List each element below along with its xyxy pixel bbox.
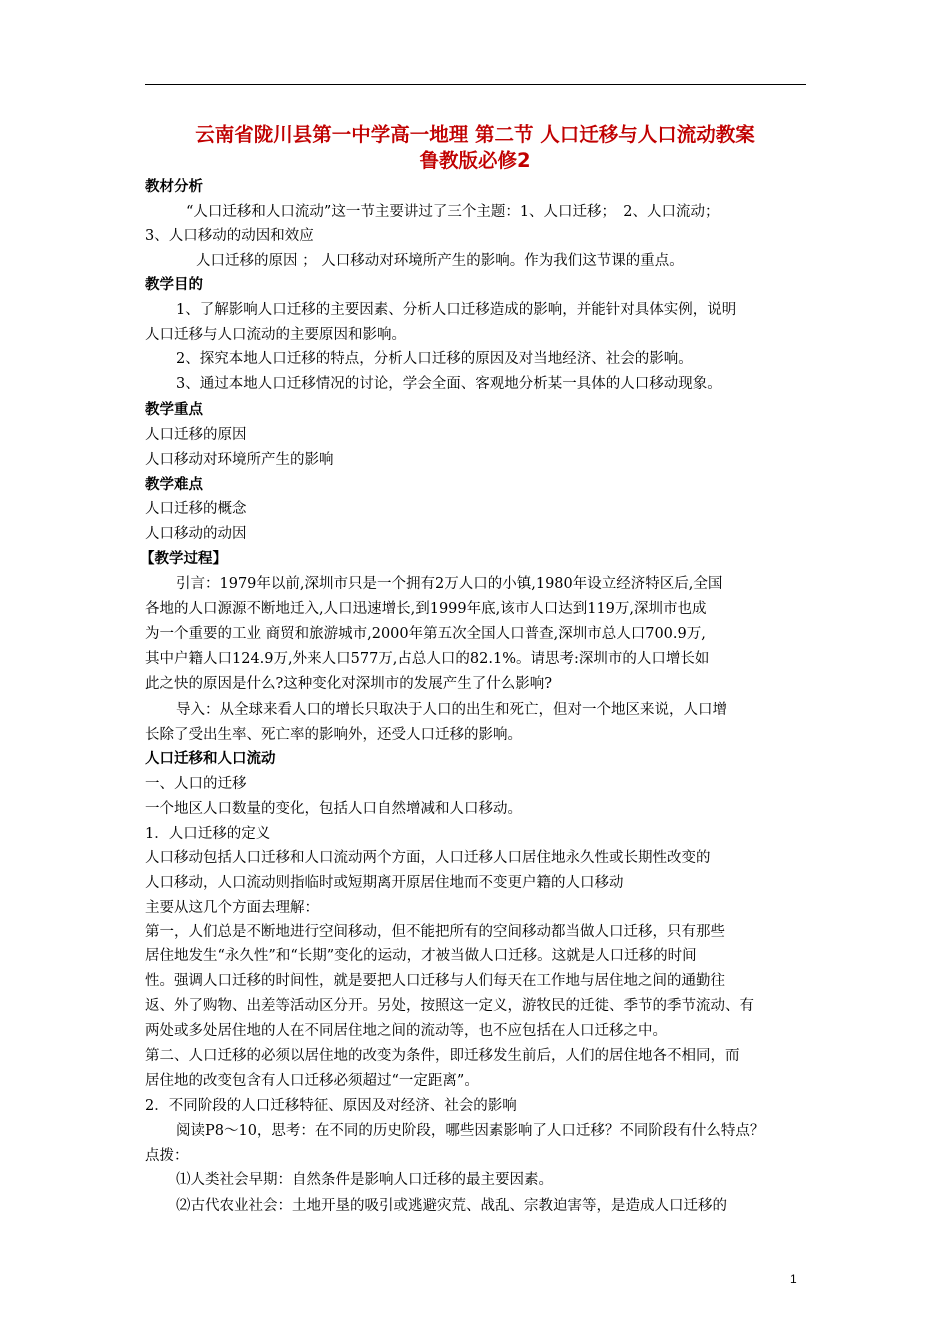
paragraph-line: 此之快的原因是什么?这种变化对深圳市的发展产生了什么影响? [145, 676, 553, 692]
paragraph-line: 人口迁移的原因 ； 人口移动对环境所产生的影响。作为我们这节课的重点。 [196, 253, 684, 269]
list-item-continued: 人口迁移与人口流动的主要原因和影响。 [145, 327, 406, 343]
document-title-line-1: 云南省陇川县第一中学高一地理 第二节 人口迁移与人口流动教案 [195, 123, 755, 146]
key-point-item: 人口移动对环境所产生的影响 [145, 452, 334, 468]
paragraph-line: ⑵古代农业社会：土地开垦的吸引或逃避灾荒、战乱、宗教迫害等，是造成人口迁移的 [176, 1198, 727, 1214]
heading-difficult-points: 教学难点 [145, 477, 203, 493]
paragraph-line: 引言：1979年以前,深圳市只是一个拥有2万人口的小镇,1980年设立经济特区后,全国 [176, 576, 723, 592]
paragraph-line: 一个地区人口数量的变化，包括人口自然增减和人口移动。 [145, 801, 522, 817]
document-title-line-2: 鲁教版必修2 [419, 149, 531, 172]
heading-teaching-process: 【教学过程】 [140, 551, 227, 567]
paragraph-line: 各地的人口源源不断地迁入,人口迅速增长,到1999年底,该市人口达到119万,深圳市也成 [145, 601, 707, 617]
subsection-heading: 1．人口迁移的定义 [145, 826, 271, 842]
heading-teaching-goals: 教学目的 [145, 277, 203, 293]
list-item: 2、探究本地人口迁移的特点，分析人口迁移的原因及对当地经济、社会的影响。 [176, 351, 693, 367]
heading-key-points: 教学重点 [145, 402, 203, 418]
paragraph-line: “人口迁移和人口流动”这一节主要讲过了三个主题：1、人口迁移； 2、人口流动； [186, 204, 720, 220]
paragraph-line: 阅读P8～10，思考：在不同的历史阶段，哪些因素影响了人口迁移？不同阶段有什么特点？ [176, 1123, 765, 1139]
paragraph-line: 居住地发生“永久性”和“长期”变化的运动，才被当做人口迁移。这就是人口迁移的时间 [145, 948, 697, 964]
paragraph-line: 点拨： [145, 1148, 189, 1164]
list-item: 3、通过本地人口迁移情况的讨论，学会全面、客观地分析某一具体的人口移动现象。 [176, 376, 722, 392]
paragraph-line: 3、人口移动的动因和效应 [145, 228, 314, 244]
paragraph-line: ⑴人类社会早期：自然条件是影响人口迁移的最主要因素。 [176, 1172, 553, 1188]
heading-migration-and-flow: 人口迁移和人口流动 [145, 751, 276, 767]
paragraph-line: 第一，人们总是不断地进行空间移动，但不能把所有的空间移动都当做人口迁移，只有那些 [145, 924, 725, 940]
paragraph-line: 居住地的改变包含有人口迁移必须超过“一定距离”。 [145, 1073, 479, 1089]
paragraph-line: 人口移动包括人口迁移和人口流动两个方面，人口迁移人口居住地永久性或长期性改变的 [145, 850, 711, 866]
paragraph-line: 长除了受出生率、死亡率的影响外，还受人口迁移的影响。 [145, 727, 522, 743]
header-rule [145, 84, 806, 85]
paragraph-line: 主要从这几个方面去理解： [145, 900, 319, 916]
difficult-point-item: 人口移动的动因 [145, 526, 247, 542]
paragraph-line: 为一个重要的工业 商贸和旅游城市,2000年第五次全国人口普查,深圳市总人口700.9万, [145, 626, 706, 642]
page-number: 1 [790, 1272, 797, 1286]
section-heading: 一、人口的迁移 [145, 776, 247, 792]
heading-textbook-analysis: 教材分析 [145, 179, 203, 195]
paragraph-line: 第二、人口迁移的必须以居住地的改变为条件，即迁移发生前后，人们的居住地各不相同，而 [145, 1048, 740, 1064]
paragraph-line: 返、外了购物、出差等活动区分开。另处，按照这一定义，游牧民的迁徙、季节的季节流动、有 [145, 998, 754, 1014]
paragraph-line: 人口移动，人口流动则指临时或短期离开原居住地而不变更户籍的人口移动 [145, 875, 624, 891]
key-point-item: 人口迁移的原因 [145, 427, 247, 443]
paragraph-line: 其中户籍人口124.9万,外来人口577万,占总人口的82.1%。请思考:深圳市的人口增长如 [145, 651, 710, 667]
subsection-heading: 2．不同阶段的人口迁移特征、原因及对经济、社会的影响 [145, 1098, 517, 1114]
paragraph-line: 导入：从全球来看人口的增长只取决于人口的出生和死亡，但对一个地区来说，人口增 [176, 702, 727, 718]
paragraph-line: 两处或多处居住地的人在不同居住地之间的流动等，也不应包括在人口迁移之中。 [145, 1023, 667, 1039]
difficult-point-item: 人口迁移的概念 [145, 501, 247, 517]
list-item: 1、了解影响人口迁移的主要因素、分析人口迁移造成的影响，并能针对具体实例，说明 [176, 302, 737, 318]
paragraph-line: 性。强调人口迁移的时间性，就是要把人口迁移与人们每天在工作地与居住地之间的通勤往 [145, 973, 725, 989]
